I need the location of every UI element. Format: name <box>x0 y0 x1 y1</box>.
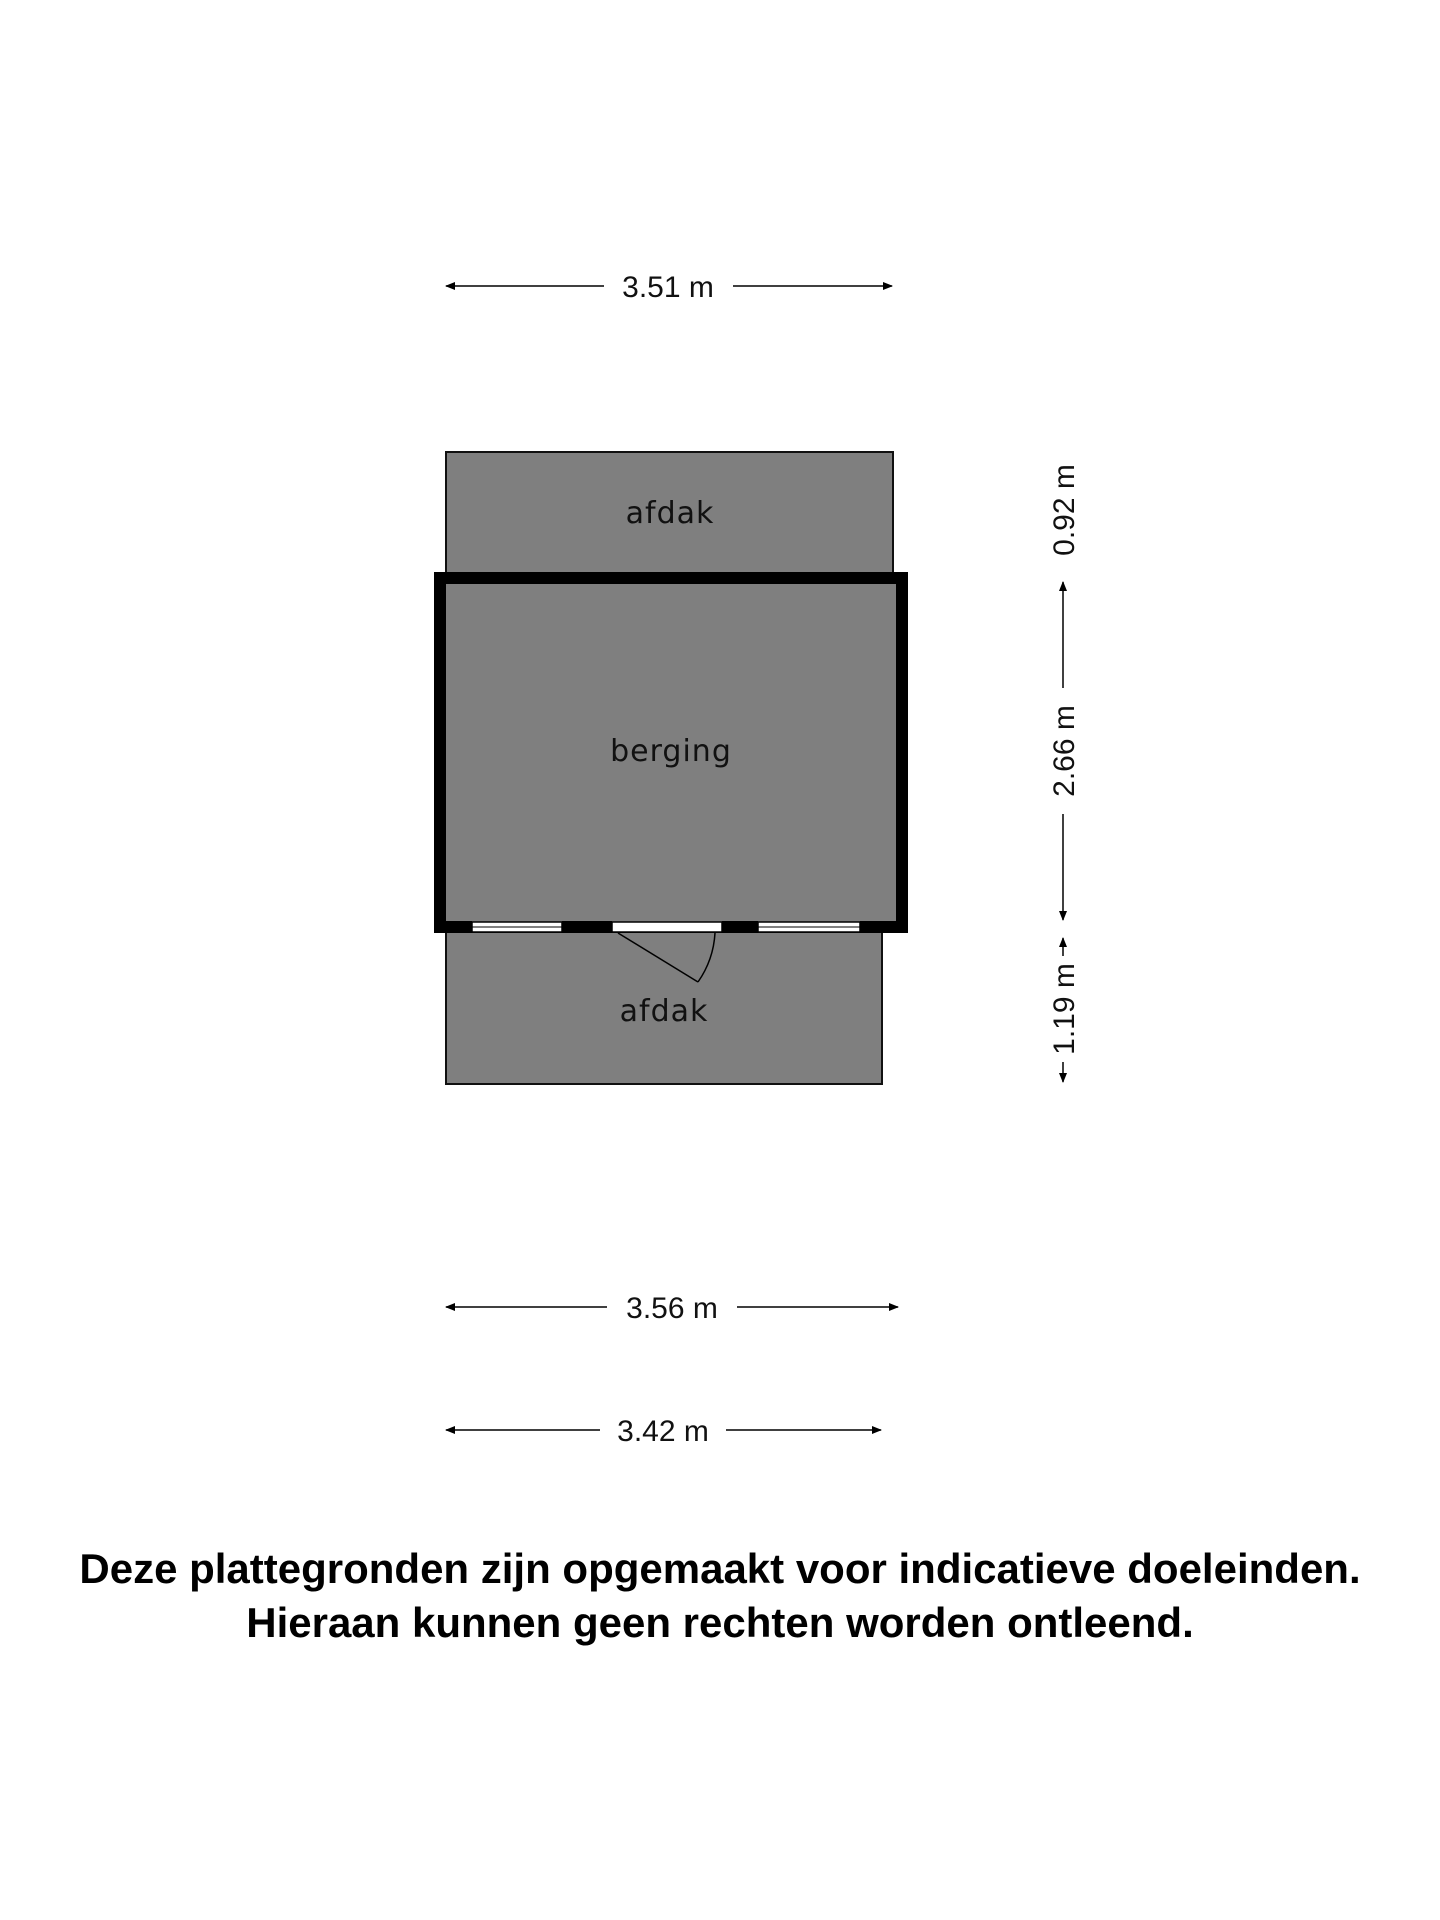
dimension-top-width-label: 3.51 m <box>622 271 714 304</box>
dimension-bottom-width-1 <box>446 1292 898 1325</box>
dimension-bottom-width-1-label: 3.56 m <box>626 1292 718 1325</box>
dimension-bottom-width-2 <box>446 1415 881 1448</box>
dimension-right-bottom <box>1048 938 1081 1082</box>
disclaimer-line-1: Deze plattegronden zijn opgemaakt voor indicatieve doeleinden. <box>79 1545 1361 1592</box>
bottom-afdak-label: afdak <box>619 994 709 1029</box>
dimension-right-top <box>1048 464 1081 556</box>
dimension-bottom-width-2-label: 3.42 m <box>617 1415 709 1448</box>
wall-segment <box>562 921 612 933</box>
dimension-right-middle-label: 2.66 m <box>1048 705 1081 797</box>
wall-segment <box>722 921 758 933</box>
disclaimer <box>0 1542 1440 1650</box>
front-wall <box>434 921 908 933</box>
door-opening <box>612 922 722 932</box>
dimension-top-width <box>446 271 892 304</box>
disclaimer-line-2: Hieraan kunnen geen rechten worden ontleend. <box>246 1599 1194 1646</box>
dimension-right-top-label: 0.92 m <box>1048 464 1081 556</box>
dimension-right-bottom-label: 1.19 m <box>1048 963 1081 1055</box>
dimension-right-middle <box>1048 582 1081 920</box>
berging-label: berging <box>610 734 732 769</box>
wall-segment <box>860 921 908 933</box>
top-afdak-label: afdak <box>625 496 715 531</box>
wall-segment <box>434 921 472 933</box>
